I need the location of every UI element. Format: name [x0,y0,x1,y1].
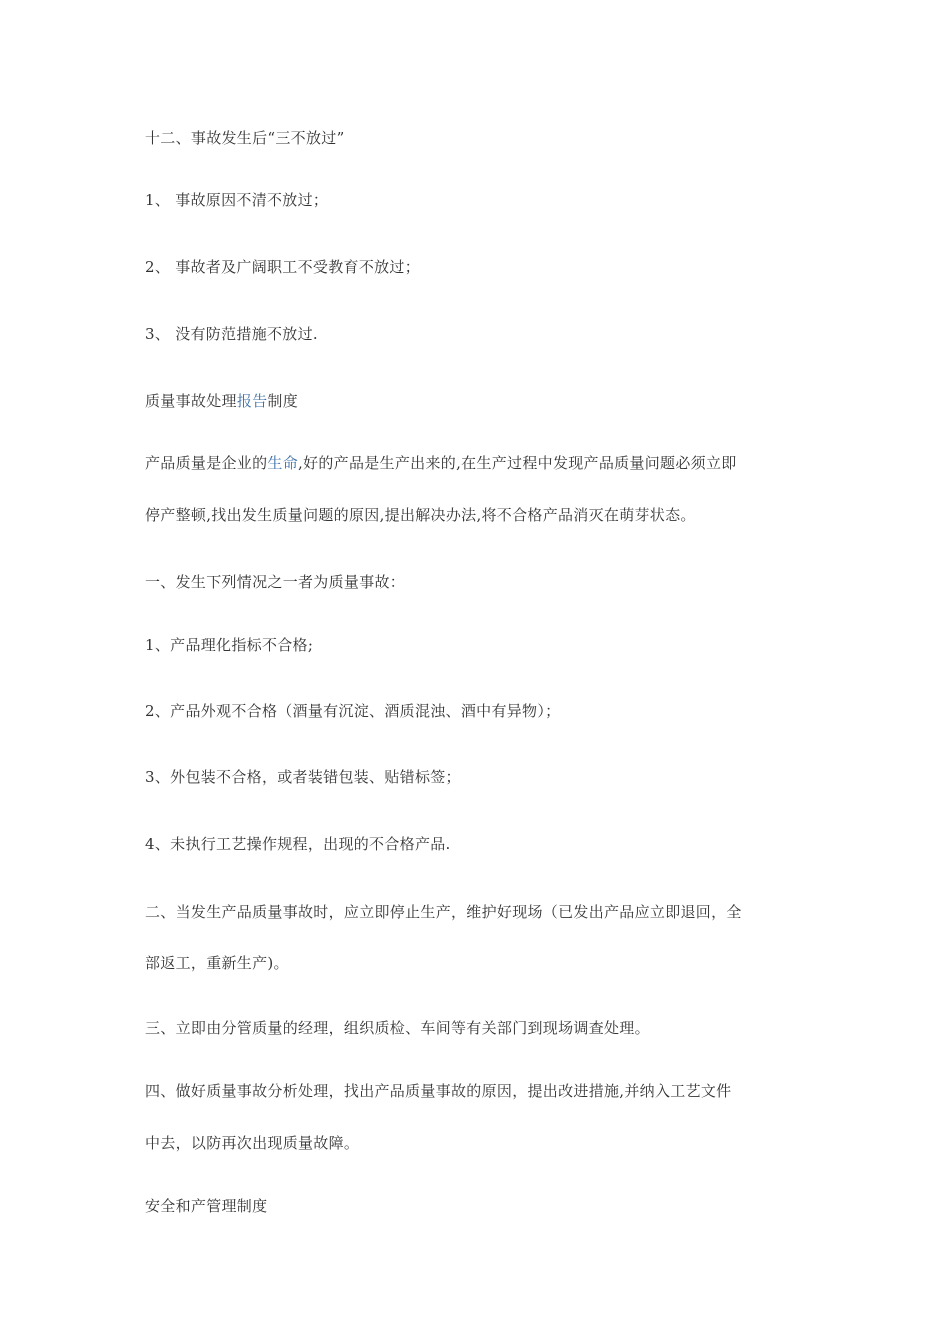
quality-item-1: 1、产品理化指标不合格; [145,636,314,654]
section-title-suffix: 制度 [267,392,299,410]
paragraph-line-2: 停产整顿,找出发生质量问题的原因,提出解决办法,将不合格产品消灭在萌芽状态。 [145,506,696,524]
list-item-2: 2、 事故者及广阔职工不受教育不放过； [145,258,421,276]
section-two-line-2: 部返工，重新生产)。 [145,954,289,972]
paragraph-text-cont: ,好的产品是生产出来的,在生产过程中发现产品质量问题必须立即 [298,454,737,472]
quality-item-3: 3、外包装不合格，或者装错包装、贴错标签； [145,768,461,786]
paragraph-line [145,453,737,473]
section-four-line-2: 中去，以防再次出现质量故障。 [145,1134,360,1152]
section-title-quality-report [145,391,298,411]
list-item-1: 1、 事故原因不清不放过； [145,191,329,209]
section-title-safety: 安全和产管理制度 [145,1197,268,1215]
heading-three-not-let-go: 十二、事故发生后“三不放过” [145,129,345,147]
section-one-heading: 一、发生下列情况之一者为质量事故： [145,573,406,591]
section-three: 三、立即由分管质量的经理，组织质检、车间等有关部门到现场调查处理。 [145,1019,650,1037]
section-four-line-1: 四、做好质量事故分析处理，找出产品质量事故的原因，提出改进措施,并纳入工艺文件 [145,1082,732,1100]
quality-item-4: 4、未执行工艺操作规程，出现的不合格产品. [145,835,451,853]
paragraph-text: 产品质量是企业的 [145,454,268,472]
life-link[interactable]: 生命 [267,454,299,472]
list-item-3: 3、 没有防范措施不放过. [145,325,318,343]
quality-item-2: 2、产品外观不合格（酒量有沉淀、酒质混浊、酒中有异物）； [145,702,561,720]
section-title-text: 质量事故处理 [145,392,237,410]
section-two-line-1: 二、当发生产品质量事故时，应立即停止生产，维护好现场（已发出产品应立即退回，全 [145,903,742,921]
report-link[interactable]: 报告 [236,392,268,410]
